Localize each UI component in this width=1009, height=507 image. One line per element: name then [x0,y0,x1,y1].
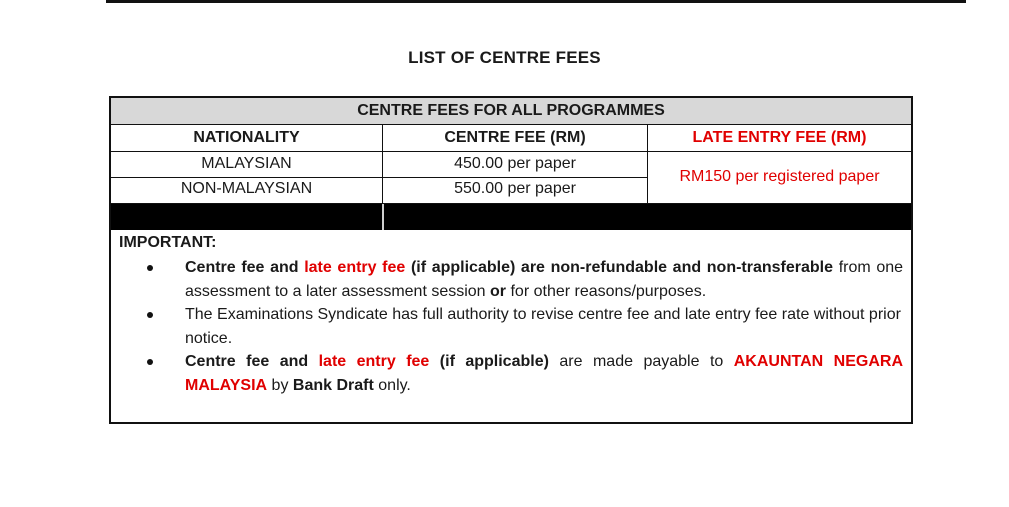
note-text: or [490,282,507,300]
note-text: non-transferable [706,259,834,276]
black-band [111,204,911,230]
note-text: for other reasons/purposes. [510,282,707,300]
note-text: are made payable to [559,353,724,370]
note-text: Centre fee and [185,259,299,276]
section-header: CENTRE FEES FOR ALL PROGRAMMES [111,98,911,125]
centre-fee-cell: 450.00 per paper [383,152,648,178]
note-item [185,303,903,350]
note-text: (if applicable) are non-refundable and [410,259,702,276]
nationality-cell: MALAYSIAN [111,152,383,178]
fee-table [109,96,913,424]
note-text: Bank Draft [292,376,374,394]
note-item [185,350,903,397]
note-text: from one assessment to a later assessment session [185,259,904,300]
note-highlight: late entry fee [318,353,430,370]
bullet-icon [147,359,153,365]
band-divider [382,204,384,230]
note-text: by [271,376,289,394]
column-header-late-entry-fee: LATE ENTRY FEE (RM) [648,125,911,152]
important-label: IMPORTANT: [119,234,217,251]
note-item [185,256,903,303]
bullet-icon [147,265,153,271]
notes-list [185,256,903,397]
top-rule [106,0,966,3]
centre-fee-cell: 550.00 per paper [383,178,648,204]
bullet-icon [147,312,153,318]
payee-name: AKAUNTAN NEGARA MALAYSIA [185,353,904,394]
note-text: Centre fee and [185,353,309,370]
page-title: LIST OF CENTRE FEES [408,48,601,67]
note-text: (if applicable) [439,353,549,370]
column-header-nationality: NATIONALITY [111,125,383,152]
late-entry-fee-value: RM150 per registered paper [648,152,911,204]
nationality-cell: NON-MALAYSIAN [111,178,383,204]
note-text: The Examinations Syndicate has full authority to revise centre fee and late entry fee rate without prior notice. [185,306,901,347]
column-header-centre-fee: CENTRE FEE (RM) [383,125,648,152]
note-highlight: late entry fee [304,259,406,276]
note-text: only. [378,376,411,394]
